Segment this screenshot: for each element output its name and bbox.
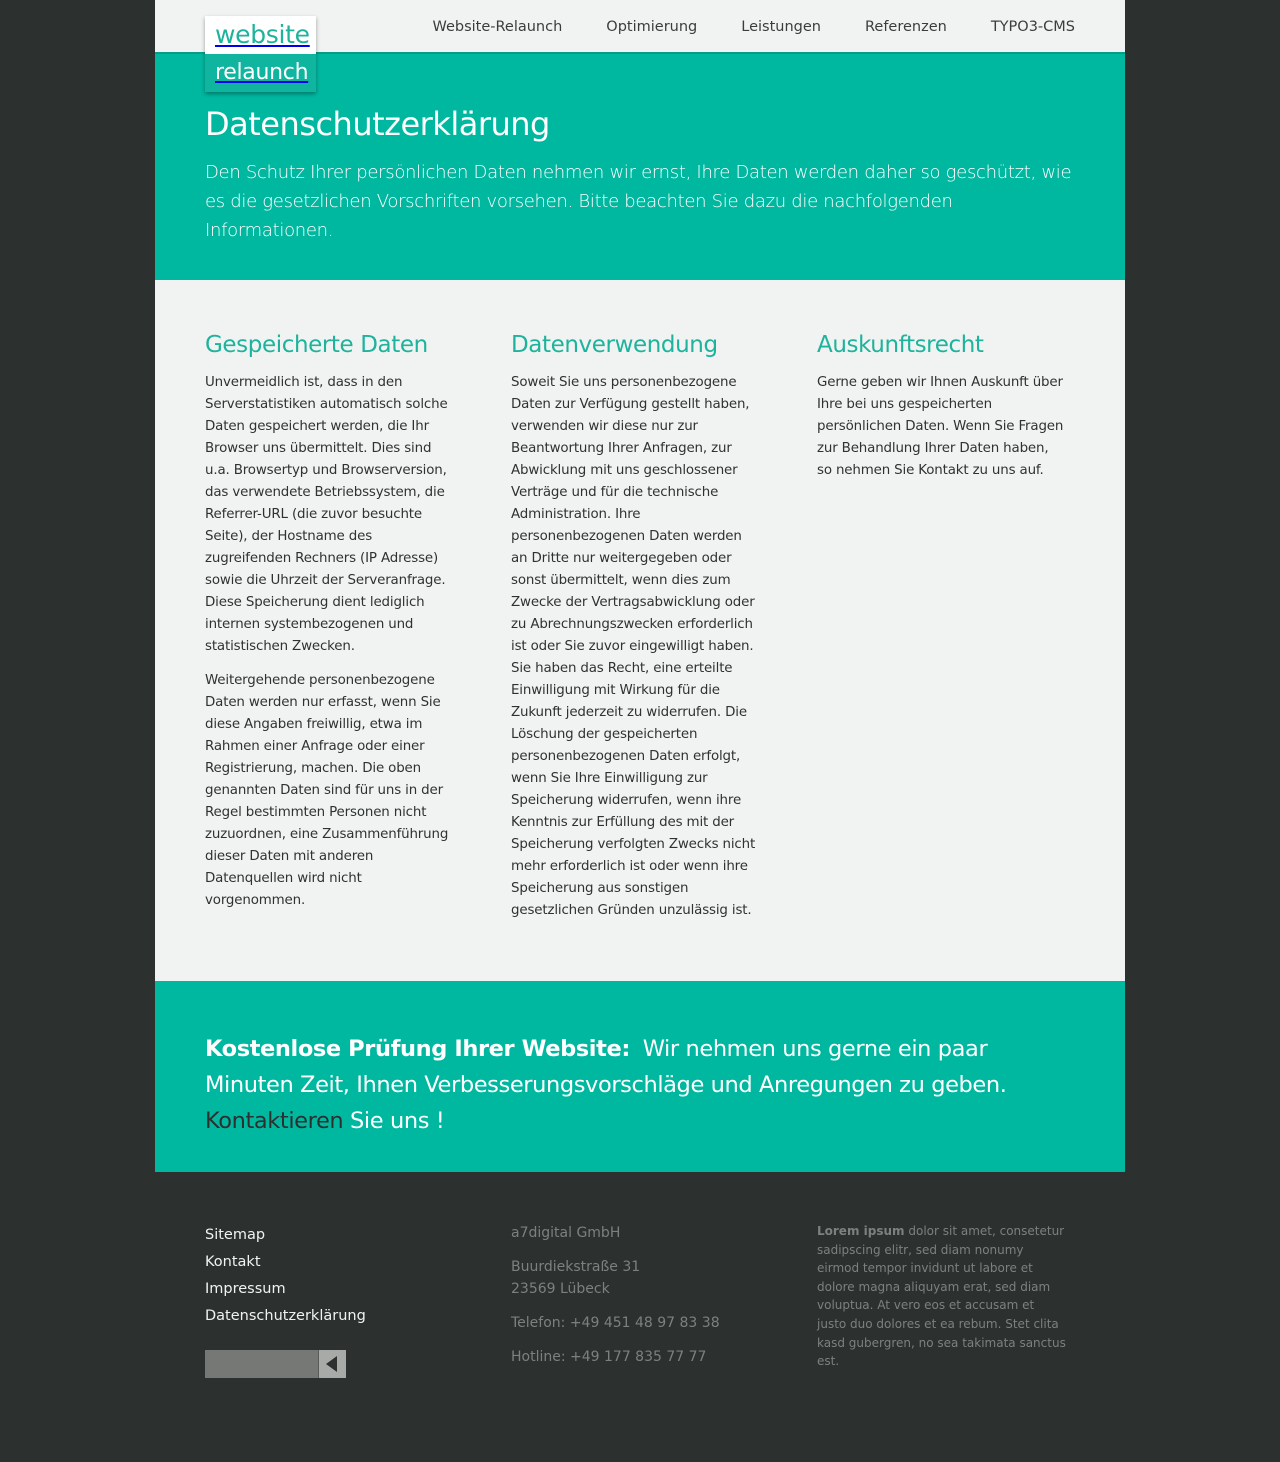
cta-suffix: Sie uns !: [350, 1108, 445, 1134]
nav-item-referenzen[interactable]: Referenzen: [864, 19, 947, 35]
footer-lorem: [817, 1222, 1067, 1462]
cta-contact-link[interactable]: Kontaktieren: [205, 1108, 344, 1134]
site-footer: [155, 1172, 1125, 1462]
cta-heading: Kostenlose Prüfung Ihrer Website:: [205, 1036, 630, 1062]
lorem-bold: Lorem ipsum: [817, 1224, 905, 1238]
footer-link-impressum[interactable]: Impressum: [205, 1281, 286, 1297]
page: [155, 0, 1125, 1462]
company-city: 23569 Lübeck: [511, 1281, 610, 1297]
hero-intro: Den Schutz Ihrer persönlichen Daten nehmen wir ernst, Ihre Daten werden daher so geschützt, wie es die gesetzlichen Vorschriften vorsehen. Bitte beachten Sie dazu die nachfolgenden Informationen.: [205, 162, 1072, 241]
nav-item-optimierung[interactable]: Optimierung: [606, 19, 698, 35]
column-gespeicherte-daten: [205, 330, 455, 981]
column-title: Auskunftsrecht: [817, 332, 984, 358]
nav-item-leistungen[interactable]: Leistungen: [741, 19, 821, 35]
site-header: [155, 0, 1125, 85]
logo-text-bottom: relaunch: [205, 54, 316, 92]
main-nav: [388, 0, 1075, 54]
company-street: Buurdiekstraße 31: [511, 1259, 641, 1275]
column-title: Gespeicherte Daten: [205, 332, 428, 358]
column-paragraph: Unvermeidlich ist, dass in den Serverstatistiken automatisch solche Daten gespeichert werden, die Ihr Browser uns übermittelt. Dies sind u.a. Browsertyp und Browserversion, das verwendete Betriebssystem, die Referrer-URL (die zuvor besuchte Seite), der Hostname des zugreifenden Rechners (IP Adresse) sowie die Uhrzeit der Serveranfrage. Diese Speicherung dient lediglich internen systembezogenen und statistischen Zwecken.: [205, 375, 448, 654]
footer-nav: [205, 1222, 455, 1462]
column-paragraph: Weitergehende personenbezogene Daten werden nur erfasst, wenn Sie diese Angaben freiwillig, etwa im Rahmen einer Anfrage oder einer Registrierung, machen. Die oben genannten Daten sind für uns in der Regel bestimmten Personen nicht zuzuordnen, eine Zusammenführung dieser Daten mit anderen Datenquellen wird nicht vorgenommen.: [205, 673, 449, 908]
lorem-text: dolor sit amet, consetetur sadipscing elitr, sed diam nonumy eirmod tempor invidunt ut labore et dolore magna aliquyam erat, sed diam voluptua. At vero eos et accusam et justo duo dolores et ea rebum. Stet clita kasd gubergren, no sea takimata sanctus est.: [817, 1224, 1066, 1369]
logo-text-top: website: [205, 16, 316, 54]
footer-company: [511, 1222, 761, 1462]
footer-slider[interactable]: [205, 1350, 346, 1378]
cta-section: [155, 981, 1125, 1172]
footer-link-sitemap[interactable]: Sitemap: [205, 1227, 266, 1243]
company-name: a7digital GmbH: [511, 1225, 621, 1241]
footer-link-kontakt[interactable]: Kontakt: [205, 1254, 261, 1270]
column-paragraph: Gerne geben wir Ihnen Auskunft über Ihre bei uns gespeicherten persönlichen Daten. Wenn Sie Fragen zur Behandlung Ihrer Daten haben, so nehmen Sie Kontakt zu uns auf.: [817, 375, 1064, 478]
arrow-left-icon: [326, 1356, 337, 1372]
company-hotline: Hotline: +49 177 835 77 77: [511, 1349, 707, 1365]
cta-text: Wir nehmen uns gerne ein paar Minuten Zeit, Ihnen Verbesserungsvorschläge und Anregungen zu geben.: [205, 1036, 1007, 1098]
footer-link-datenschutz[interactable]: Datenschutzerklärung: [205, 1308, 366, 1324]
nav-item-typo3-cms[interactable]: TYPO3-CMS: [990, 19, 1075, 35]
nav-item-website-relaunch[interactable]: Website-Relaunch: [432, 19, 563, 35]
site-logo[interactable]: [205, 16, 316, 92]
company-phone: Telefon: +49 451 48 97 83 38: [511, 1315, 720, 1331]
column-datenverwendung: [511, 330, 761, 981]
column-auskunftsrecht: [817, 330, 1067, 981]
slider-toggle-button[interactable]: [318, 1350, 346, 1378]
page-title: Datenschutzerklärung: [205, 105, 550, 143]
column-title: Datenverwendung: [511, 332, 718, 358]
content-section: [155, 280, 1125, 981]
column-paragraph: Soweit Sie uns personenbezogene Daten zur Verfügung gestellt haben, verwenden wir diese nur zur Beantwortung Ihrer Anfragen, zur Abwicklung mit uns geschlossener Verträge und für die technische Administration. Ihre personenbezogenen Daten werden an Dritte nur weitergegeben oder sonst übermittelt, wenn dies zum Zwecke der Vertragsabwicklung oder zu Abrechnungszwecken erforderlich ist oder Sie zuvor eingewilligt haben. Sie haben das Recht, eine erteilte Einwilligung mit Wirkung für die Zukunft jederzeit zu widerrufen. Die Löschung der gespeicherten personenbezogenen Daten erfolgt, wenn Sie Ihre Einwilligung zur Speicherung widerrufen, wenn ihre Kenntnis zur Erfüllung des mit der Speicherung verfolgten Zwecks nicht mehr erforderlich ist oder wenn ihre Speicherung aus sonstigen gesetzlichen Gründen unzulässig ist.: [511, 375, 756, 918]
